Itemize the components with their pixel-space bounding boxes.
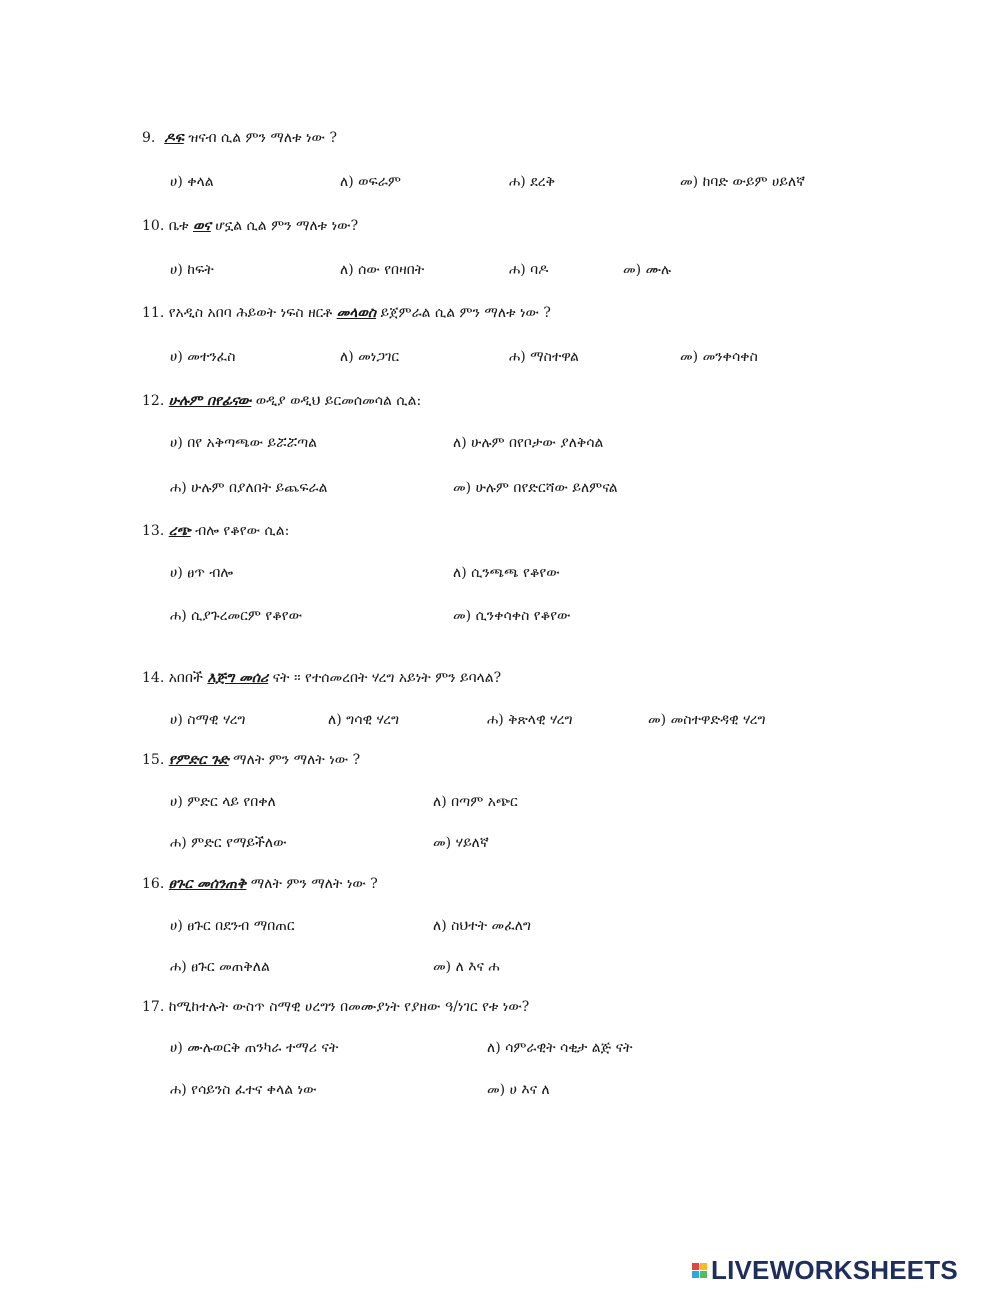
option-a: ሀ) ምድር ላይ የበቀለ [170, 794, 276, 810]
option-c: ሐ) ቅጽላዊ ሃረግ [487, 712, 573, 728]
option-b: ለ) ስህተት መፈለግ [433, 918, 532, 934]
option-a: ሀ) ቀላል [170, 174, 214, 190]
option-d: መ) ለ እና ሐ [433, 959, 500, 975]
option-a: ሀ) በየ አቅጣጫው ይሯሯጣል [170, 435, 318, 451]
option-c: ሐ) ደረቅ [509, 174, 556, 190]
question-16: 16. ፀጉር መሰንጠቅ ማለት ምን ማለት ነው ? [142, 876, 378, 892]
option-d: መ) መስተዋድዳዊ ሃረግ [648, 712, 766, 728]
question-17: 17. ከሚከተሉት ውስጥ ስማዊ ሀረግን በመሙያነት የያዘው ዓ/ነገር የቱ ነው? [142, 999, 530, 1015]
keyword: ሁሉም በየፊናው [168, 393, 252, 409]
logo-block-icon [692, 1263, 699, 1270]
option-d: መ) ሁሉም በየድርሻው ይለምናል [453, 480, 618, 496]
option-c: ሐ) ማስተዋል [509, 349, 579, 365]
option-d: መ) ከባድ ውይም ሀይለኛ [680, 174, 806, 190]
option-d: መ) መንቀሳቀስ [680, 349, 758, 365]
logo-block-icon [692, 1271, 699, 1278]
option-d: መ) ሃይለኛ [433, 835, 489, 851]
logo-block-icon [700, 1263, 707, 1270]
question-10: 10. ቤቱ ወና ሆኗል ሲል ምን ማለቱ ነው? [142, 218, 359, 234]
option-b: ለ) ወፍራም [340, 174, 401, 190]
option-b: ለ) ሳምራዊት ሳቂታ ልጅ ናት [487, 1040, 633, 1056]
option-a: ሀ) ፀጥ ብሎ [170, 565, 234, 581]
option-d: መ) ሙሉ [623, 262, 672, 278]
option-b: ለ) ሁሉም በየቦታው ያለቅሳል [453, 435, 604, 451]
option-c: ሐ) የሳይንስ ፈተና ቀላል ነው [170, 1082, 317, 1098]
keyword: ረጭ [168, 523, 191, 539]
option-d: መ) ሀ እና ለ [487, 1082, 550, 1098]
question-14: 14. አበበች እጅግ መሰሪ ናት ፡፡ የተሰመረበት ሃረግ አይነት ምን ይባላል? [142, 670, 502, 686]
option-b: ለ) በጣም አጭር [433, 794, 518, 810]
option-b: ለ) መነጋገር [340, 349, 400, 365]
option-c: ሐ) ባዶ [509, 262, 549, 278]
option-a: ሀ) ሙሉወርቅ ጠንካራ ተማሪ ናት [170, 1040, 339, 1056]
option-c: ሐ) ሁሉም በያለበት ይጨፍራል [170, 480, 328, 496]
keyword: ዶፍ [164, 130, 184, 146]
option-a: ሀ) ስማዊ ሃረግ [170, 712, 246, 728]
option-b: ለ) ሲንጫጫ የቆየው [453, 565, 560, 581]
option-c: ሐ) ፀጉር መጠቅለል [170, 959, 270, 975]
keyword: ወና [193, 218, 211, 234]
option-b: ለ) ግሳዊ ሃረግ [328, 712, 400, 728]
option-a: ሀ) ፀጉር በደንብ ማበጠር [170, 918, 295, 934]
logo-blocks-icon [692, 1263, 707, 1278]
question-13: 13. ረጭ ብሎ የቆየው ሲል: [142, 523, 290, 539]
question-15: 15. የምድር ጉድ ማለት ምን ማለት ነው ? [142, 752, 361, 768]
keyword: የምድር ጉድ [168, 752, 229, 768]
liveworksheets-logo[interactable] [692, 1256, 958, 1284]
option-c: ሐ) ምድር የማይችለው [170, 835, 287, 851]
keyword: ፀጉር መሰንጠቅ [168, 876, 247, 892]
logo-block-icon [700, 1271, 707, 1278]
question-11: 11. የአዲስ አበባ ሕይወት ነፍስ ዘርቶ መላወስ ይጀምራል ሲል ምን ማለቱ ነው ? [142, 305, 551, 321]
option-b: ለ) ሰው የበዛበት [340, 262, 425, 278]
option-c: ሐ) ሲያጉረመርም የቆየው [170, 608, 303, 624]
keyword: እጅግ መሰሪ [207, 670, 269, 686]
option-a: ሀ) መተንፈስ [170, 349, 236, 365]
option-a: ሀ) ከፍት [170, 262, 214, 278]
question-12: 12. ሁሉም በየፊናው ወዲያ ወዲህ ይርመሰመሳል ሲል: [142, 393, 422, 409]
question-9: 9. ዶፍ ዝናብ ሲል ምን ማለቱ ነው ? [142, 130, 337, 146]
logo-text: LIVEWORKSHEETS [711, 1254, 958, 1285]
keyword: መላወስ [336, 305, 377, 321]
option-d: መ) ሲንቀሳቀስ የቆየው [453, 608, 571, 624]
